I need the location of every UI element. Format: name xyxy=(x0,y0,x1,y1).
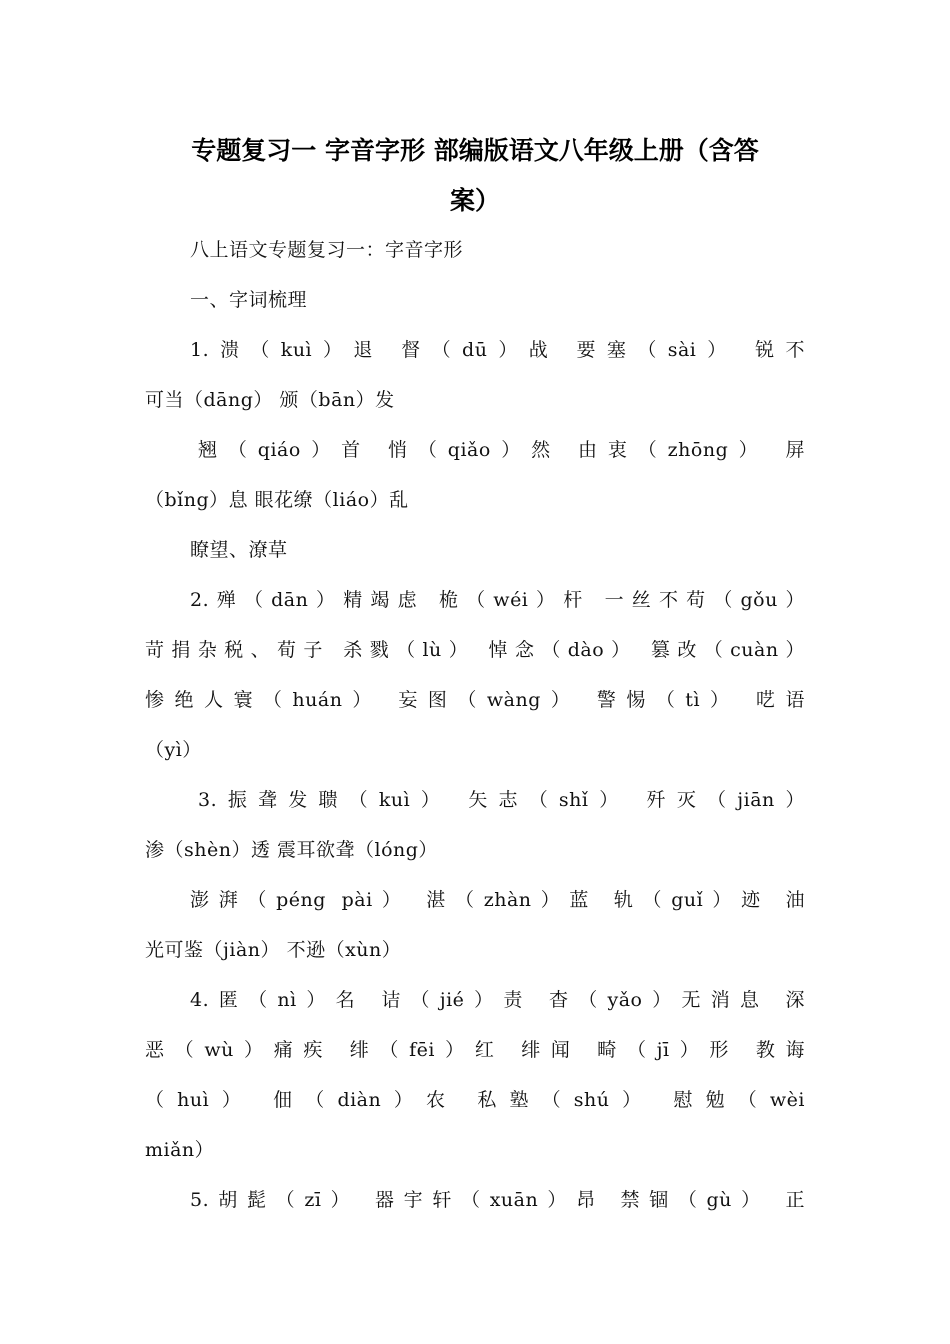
text-line: 恶（wù）痛疾 绯（fēi）红 绯闻 畸（jī）形 教诲 xyxy=(145,1039,805,1061)
text-line: miǎn） xyxy=(145,1139,215,1161)
text-line: （huì） 佃（diàn）农 私塾（shú） 慰勉（wèi xyxy=(145,1089,805,1111)
text-line: 惨绝人寰（huán） 妄图（wàng） 警惕（tì） 呓语 xyxy=(145,689,805,711)
text-line: 可当（dāng） 颁（bān）发 xyxy=(145,389,395,411)
text-line: 澎湃（péng pài） 湛（zhàn）蓝 轨（guǐ）迹 油 xyxy=(190,889,805,911)
text-line: 苛捐杂税、荀子 杀戮（lù） 悼念（dào） 篡改（cuàn） xyxy=(145,639,805,661)
text-line: （bǐng）息 眼花缭（liáo）乱 xyxy=(145,489,409,511)
text-line: 2.殚（dān）精竭虑 桅（wéi）杆 一丝不苟（gǒu） xyxy=(190,589,805,611)
text-line: 渗（shèn）透 震耳欲聋（lóng） xyxy=(145,839,438,861)
document-subtitle: 八上语文专题复习一：字音字形 xyxy=(190,239,464,261)
text-line: 翘（qiáo）首 悄（qiǎo）然 由衷（zhōng） 屏 xyxy=(198,439,805,461)
section-heading: 一、字词梳理 xyxy=(190,289,308,311)
text-line: 3.振聋发聩（kuì） 矢志（shǐ） 歼灭（jiān） xyxy=(198,789,805,811)
text-line: 光可鉴（jiàn） 不逊（xùn） xyxy=(145,939,402,961)
document-title-line-2: 案） xyxy=(449,186,500,215)
text-line: 5.胡髭（zī） 器宇轩（xuān）昂 禁锢（gù） 正 xyxy=(190,1189,805,1211)
text-line: 瞭望、潦草 xyxy=(190,539,288,561)
text-line: 4.匿（nì）名 诘（jié）责 杳（yǎo）无消息 深 xyxy=(190,989,805,1011)
document-title-line-1: 专题复习一 字音字形 部编版语文八年级上册（含答 xyxy=(191,136,759,165)
text-line: 1.溃（kuì）退 督（dū）战 要塞（sài） 锐不 xyxy=(190,339,805,361)
text-line: （yì） xyxy=(145,739,202,761)
